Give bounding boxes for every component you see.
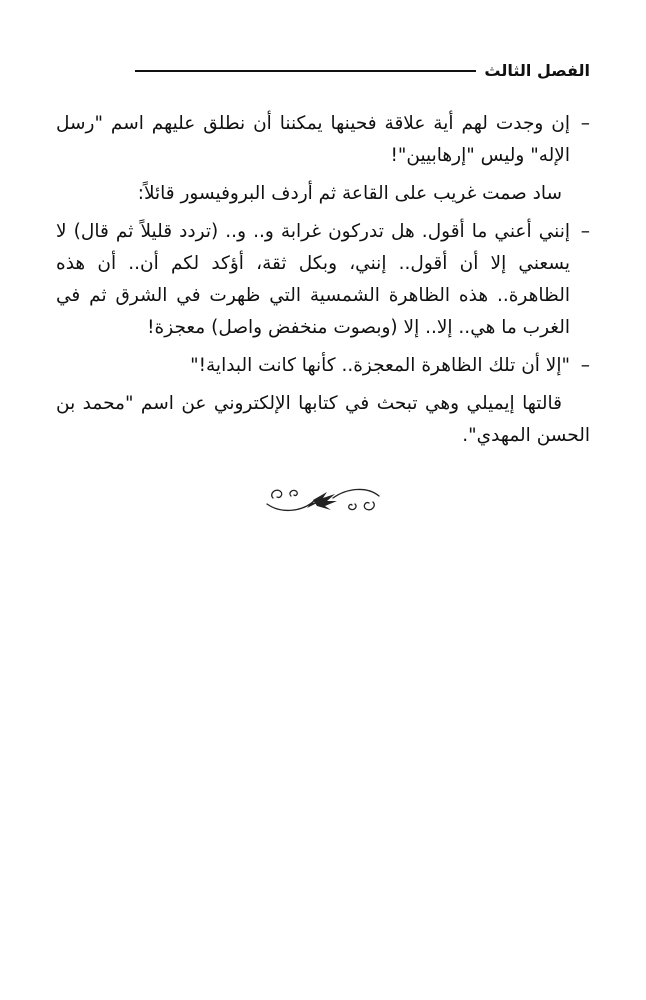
header-rule xyxy=(135,70,476,72)
page-header xyxy=(135,58,590,82)
dialogue-dash: – xyxy=(580,221,590,242)
paragraph-text: إنني أعني ما أقول. هل تدركون غرابة و.. و.. (تردد قليلاً ثم قال) لا يسعني إلا أن أقول.. إنني، وبكل ثقة، أؤكد لكم أن.. أن هذه الظاهرة.. هذه الظاهرة الشمسية التي ظهرت في الشرق ثم في الغرب ما هي.. إلا.. إلا (وبصوت منخفض واصل) معجزة! xyxy=(56,221,570,338)
decorative-flourish-icon xyxy=(263,482,383,518)
narration-paragraph xyxy=(56,178,590,210)
paragraph-text: إن وجدت لهم أية علاقة فحينها يمكننا أن نطلق عليهم اسم "رسل الإله" وليس "إرهابيين"! xyxy=(56,113,570,166)
paragraph-text: قالتها إيميلي وهي تبحث في كتابها الإلكتروني عن اسم "محمد بن الحسن المهدي". xyxy=(56,393,590,446)
page-body xyxy=(56,108,590,458)
chapter-title: الفصل الثالث xyxy=(484,60,590,80)
dialogue-dash: – xyxy=(580,355,590,376)
dialogue-dash: – xyxy=(580,113,590,134)
dialogue-paragraph xyxy=(56,216,590,344)
paragraph-text: ساد صمت غريب على القاعة ثم أردف البروفيسور قائلاً: xyxy=(137,183,562,204)
dialogue-paragraph xyxy=(56,108,590,172)
narration-paragraph xyxy=(56,388,590,452)
dialogue-paragraph xyxy=(56,350,590,382)
paragraph-text: "إلا أن تلك الظاهرة المعجزة.. كأنها كانت البداية!" xyxy=(190,355,570,376)
